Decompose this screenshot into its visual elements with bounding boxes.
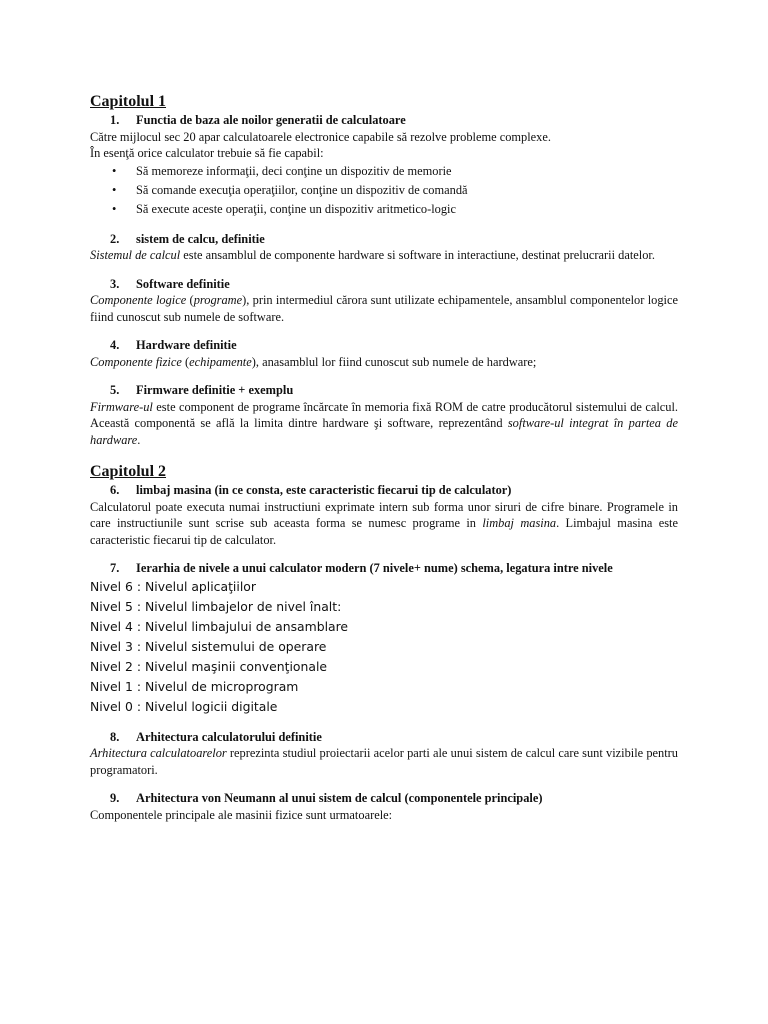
question-6-paragraph-end: . Limbajul masina este caracteristic fiecarui tip de calculator. [90,516,678,547]
spacer [90,219,678,231]
question-4-paren: ( [181,354,190,369]
question-3-paren: ( [186,293,194,307]
question-4-number: 4. [110,338,120,352]
question-4-heading [90,337,678,354]
question-2-definition: este ansamblul de componente hardware si software in interactiune, destinat prelucrarii datelor. [180,248,655,262]
question-8-definition: reprezinta studiul proiectarii acelor parti ale unui sistem de calcul care sunt vizibile pentru programatori. [90,746,679,777]
question-5-term: Firmware-ul [90,399,153,414]
question-3-text [90,292,678,325]
question-4-text [90,354,678,371]
question-9-text: Componentele principale ale masinii fizice sunt urmatoarele: [90,807,393,822]
question-2-term: Sistemul de calcul [90,248,181,262]
level-item: Nivel 4 : Nivelul limbajului de ansamblare [90,618,349,634]
question-1-line-2: În esenţă orice calculator trebuie să fie capabil: [90,146,324,160]
question-8-heading [90,729,678,746]
chapter-2-heading: Capitolul 2 [90,463,167,480]
question-6-number: 6. [110,483,120,497]
question-4-title: Hardware definitie [136,338,237,352]
spacer [90,778,678,790]
level-list [90,577,678,717]
question-6-title: limbaj masina (in ce consta, este caracteristic fiecarui tip de calculator) [136,483,512,497]
question-1-title: Functia de baza ale noilor generatii de calculatoare [136,113,406,127]
bullet-icon: • [112,201,117,216]
spacer [90,548,678,560]
question-9-number: 9. [110,791,120,805]
question-8-term: Arhitectura calculatoarelor [90,746,227,760]
question-5-definition: este component de programe încărcate în memoria fixă ROM de catre producătorul sistemului de calcul. Această componentă se află la limita dintre hardware şi software, reprezentând [90,399,678,430]
spacer [90,325,678,337]
bullet-text: Să comande execuţia operaţiilor, conţine un dispozitiv de comandă [136,182,468,197]
question-6-text [90,499,678,549]
question-1-line-1: Către mijlocul sec 20 apar calculatoarele electronice capabile să rezolve probleme complexe. [90,129,551,144]
bullet-text: Să execute aceste operaţii, conţine un dispozitiv aritmetico-logic [136,201,456,216]
question-2-heading [90,231,678,248]
question-5-title: Firmware definitie + exemplu [136,383,294,397]
spacer [90,717,678,729]
spacer [90,370,678,382]
bullet-icon: • [112,182,117,197]
question-8-number: 8. [110,729,120,744]
question-1-heading [90,112,678,129]
question-2-text [90,247,678,264]
level-item: Nivel 3 : Nivelul sistemului de operare [90,638,327,654]
question-4-term-2: echipamente [189,354,252,369]
question-6-heading [90,482,678,499]
bullet-icon: • [112,163,117,178]
question-8-text [90,745,678,778]
question-3-term: Componente logice [90,293,187,307]
question-2-title: sistem de calcu, definitie [136,231,265,246]
question-4-term: Componente fizice [90,354,182,369]
level-item: Nivel 6 : Nivelul aplicaţiilor [90,578,256,594]
question-3-title: Software definitie [136,276,230,291]
question-3-definition: ), prin intermediul cărora sunt utilizate echipamentele, ansamblul componentelor logice fiind cunoscut sub numele de software. [90,293,678,324]
question-1-number: 1. [110,113,120,127]
question-5-term-2: software-ul integrat în partea de hardware [90,416,678,447]
question-3-heading [90,276,678,293]
question-5-text [90,399,678,449]
level-item: Nivel 5 : Nivelul limbajelor de nivel înalt: [90,598,342,614]
bullet-item [112,181,678,200]
question-3-term-2: programe [193,293,243,307]
question-1-bullet-list [90,162,678,219]
question-6-term: limbaj masina [482,516,557,530]
question-9-heading [90,790,678,807]
bullet-item [112,200,678,219]
question-7-heading [90,560,678,577]
question-6-paragraph: Calculatorul poate executa numai instructiuni exprimate intern sub forma unor siruri de cifre binare. Programele in care instructiunile sunt scrise sub aceasta forma se numesc programe in [90,499,678,530]
question-7-title: Ierarhia de nivele a unui calculator modern (7 nivele+ nume) schema, legatura intre nivele [136,561,613,575]
level-item: Nivel 2 : Nivelul maşinii convenţionale [90,658,328,674]
question-8-title: Arhitectura calculatorului definitie [136,729,322,744]
question-3-number: 3. [110,276,120,291]
spacer [90,264,678,276]
question-7-number: 7. [110,561,120,575]
level-item: Nivel 1 : Nivelul de microprogram [90,678,299,694]
question-2-number: 2. [110,231,120,246]
chapter-1-heading: Capitolul 1 [90,93,167,110]
level-item: Nivel 0 : Nivelul logicii digitale [90,698,278,714]
question-5-heading [90,382,678,399]
question-9-title: Arhitectura von Neumann al unui sistem de calcul (componentele principale) [136,791,543,805]
bullet-text: Să memoreze informaţii, deci conţine un dispozitiv de memorie [136,163,452,178]
question-5-period: . [137,432,141,447]
question-4-definition: ), anasamblul lor fiind cunoscut sub numele de hardware; [251,354,537,369]
question-5-number: 5. [110,383,120,397]
document-content [90,92,678,823]
bullet-item [112,162,678,181]
